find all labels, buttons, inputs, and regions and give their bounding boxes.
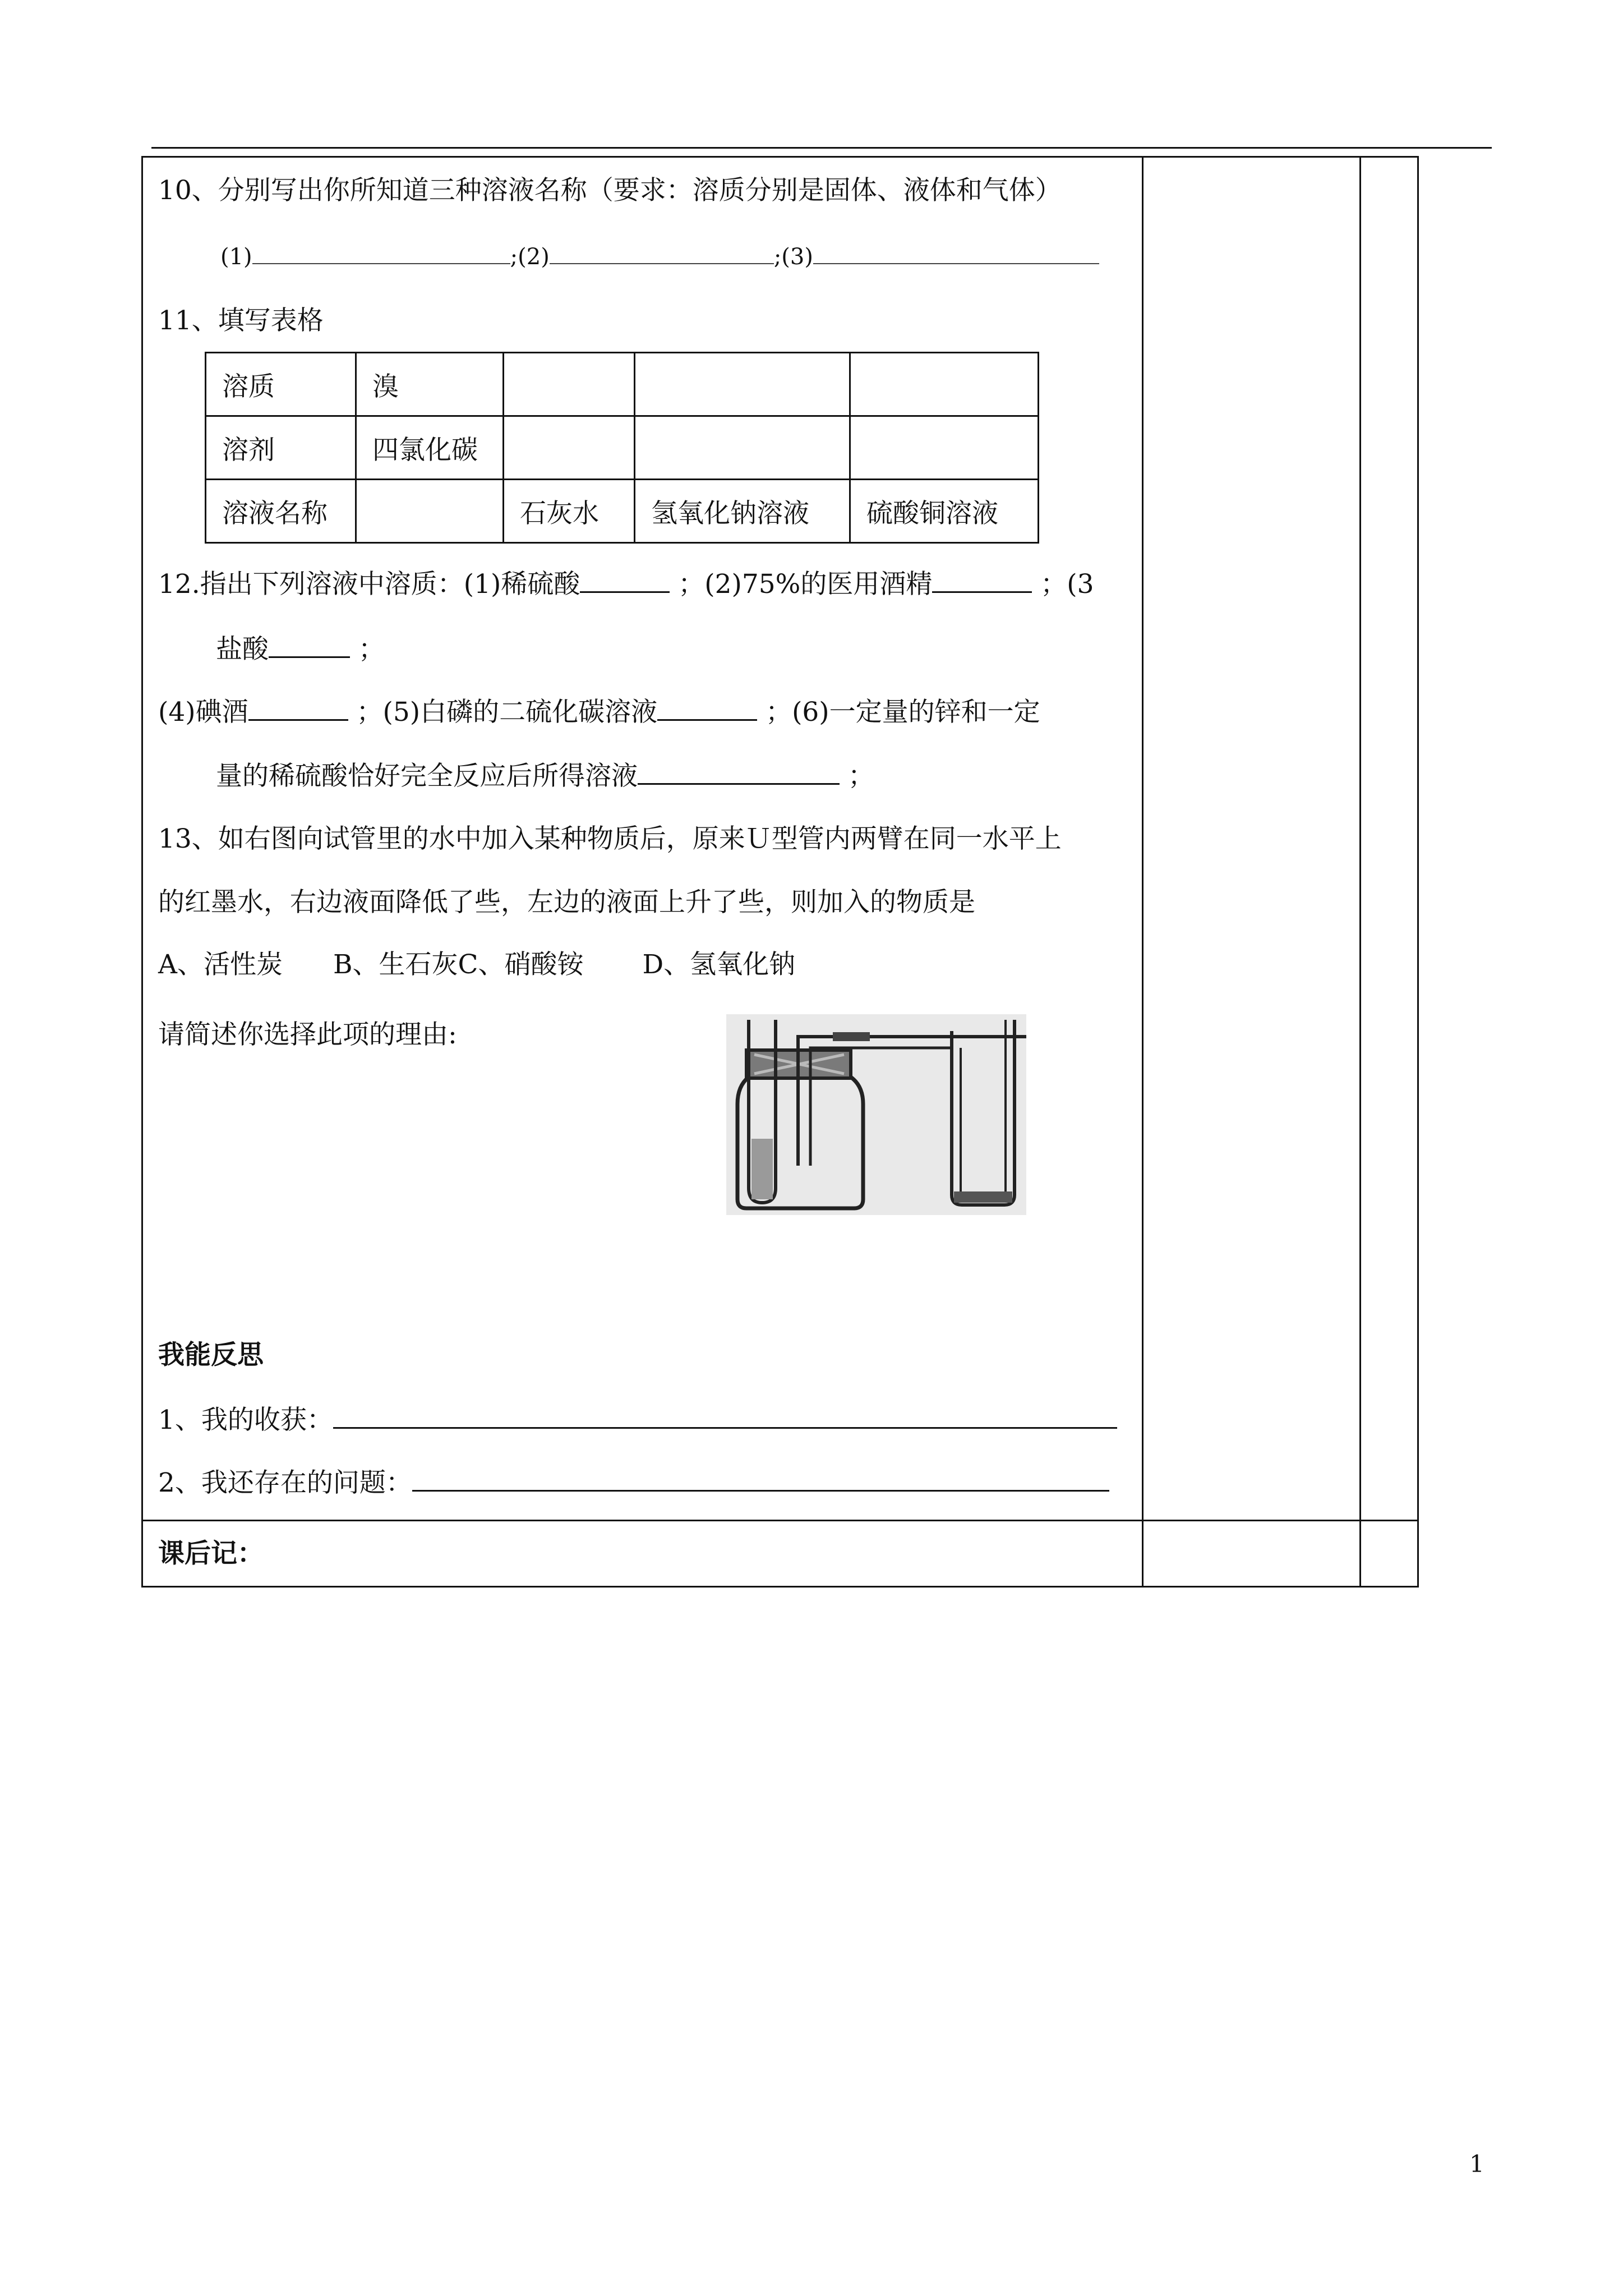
q12-blank-6[interactable] xyxy=(638,761,840,785)
q12-blank-2[interactable] xyxy=(932,569,1032,593)
q12-item4: (4)碘酒 xyxy=(158,697,248,728)
table-cell[interactable] xyxy=(504,353,635,416)
q12-sep: ； xyxy=(847,761,874,792)
q10-blank-2[interactable] xyxy=(550,241,774,264)
red-ink xyxy=(954,1191,1012,1203)
table-cell: 石灰水 xyxy=(504,480,635,543)
q12-blank-4[interactable] xyxy=(248,697,348,721)
row-label-solvent: 溶剂 xyxy=(206,416,356,480)
q13-reason: 请简述你选择此项的理由: xyxy=(158,1019,457,1050)
reflect-problem xyxy=(158,1466,1109,1500)
q12-item5: (5)白磷的二硫化碳溶液 xyxy=(382,697,658,728)
reflect-title: 我能反思 xyxy=(158,1340,264,1370)
reflect-problem-label: 2、我还存在的问题： xyxy=(158,1467,412,1498)
table-cell: 硫酸铜溶液 xyxy=(850,480,1039,543)
q12-line2 xyxy=(216,633,385,666)
table-cell[interactable] xyxy=(356,480,504,543)
q12-line3 xyxy=(158,696,1040,729)
page-number: 1 xyxy=(1469,2150,1484,2178)
row-label-solution-name: 溶液名称 xyxy=(206,480,356,543)
q13-option-c[interactable]: C、硝酸铵 xyxy=(458,949,584,980)
q12-blank-3[interactable] xyxy=(269,634,350,658)
table-row xyxy=(206,416,1039,480)
frame-col2 xyxy=(1359,156,1361,1588)
row-label-solute: 溶质 xyxy=(206,353,356,416)
q11-fill-table xyxy=(205,352,1039,544)
table-cell[interactable] xyxy=(850,353,1039,416)
q12-sep: ； xyxy=(358,634,385,665)
q12-line4 xyxy=(216,760,874,793)
reflect-gain-blank[interactable] xyxy=(333,1405,1117,1429)
q10-blank-1[interactable] xyxy=(252,241,510,264)
frame-right xyxy=(1417,156,1419,1588)
frame-top xyxy=(141,156,1419,158)
top-rule xyxy=(151,147,1492,149)
q12-item6-cont: 量的稀硫酸恰好完全反应后所得溶液 xyxy=(216,761,638,792)
frame-left xyxy=(141,156,143,1588)
reflect-gain xyxy=(158,1404,1117,1437)
q11-text: 11、填写表格 xyxy=(158,305,324,336)
q13-option-b[interactable]: B、生石灰 xyxy=(333,949,458,980)
after-class-label: 课后记： xyxy=(158,1538,264,1569)
table-row xyxy=(206,353,1039,416)
table-cell: 四氯化碳 xyxy=(356,416,504,480)
table-cell: 溴 xyxy=(356,353,504,416)
q10-p1: (1) xyxy=(220,244,252,270)
q12-item6: (6)一定量的锌和一定 xyxy=(792,697,1040,728)
q12-item1: (1)稀硫酸 xyxy=(463,569,580,600)
q13-option-a[interactable]: A、活性炭 xyxy=(158,949,283,980)
q12-sep: ； xyxy=(356,697,383,728)
table-cell: 氢氧化钠溶液 xyxy=(635,480,850,543)
q12-sep: ； xyxy=(678,569,705,600)
apparatus-diagram xyxy=(726,1014,1026,1215)
table-row xyxy=(206,480,1039,543)
q10-text: 10、分别写出你所知道三种溶液名称（要求：溶质分别是固体、液体和气体） xyxy=(158,175,1062,206)
q10-p2: ;(2) xyxy=(510,244,550,270)
frame-bottom xyxy=(141,1586,1419,1588)
q12-blank-5[interactable] xyxy=(657,697,757,721)
q12-intro: 12.指出下列溶液中溶质： xyxy=(158,569,464,600)
q13-options xyxy=(158,948,795,982)
reflect-problem-blank[interactable] xyxy=(412,1467,1109,1492)
table-cell[interactable] xyxy=(850,416,1039,480)
q12-item3-cont: 盐酸 xyxy=(216,634,269,665)
table-cell[interactable] xyxy=(504,416,635,480)
q12-sep: ； xyxy=(1040,569,1067,600)
q12-blank-1[interactable] xyxy=(580,569,670,593)
reflect-gain-label: 1、我的收获： xyxy=(158,1405,333,1435)
q12-line1 xyxy=(158,568,1094,601)
q10-blank-3[interactable] xyxy=(813,241,1099,264)
table-cell[interactable] xyxy=(635,416,850,480)
q13-option-d[interactable]: D、氢氧化钠 xyxy=(642,949,796,980)
q12-item2: (2)75%的医用酒精 xyxy=(704,569,933,600)
frame-mid xyxy=(141,1520,1419,1521)
q13-line2: 的红墨水，右边液面降低了些，左边的液面上升了些，则加入的物质是 xyxy=(158,887,975,918)
q12-sep: ； xyxy=(766,697,792,728)
table-cell[interactable] xyxy=(635,353,850,416)
q12-item3-start: (3 xyxy=(1067,569,1094,600)
q10-blanks xyxy=(220,240,1099,274)
q13-line1: 13、如右图向试管里的水中加入某种物质后，原来Ｕ型管内两臂在同一水平上 xyxy=(158,823,1062,854)
q10-p3: ;(3) xyxy=(773,244,813,270)
frame-col1 xyxy=(1142,156,1144,1588)
